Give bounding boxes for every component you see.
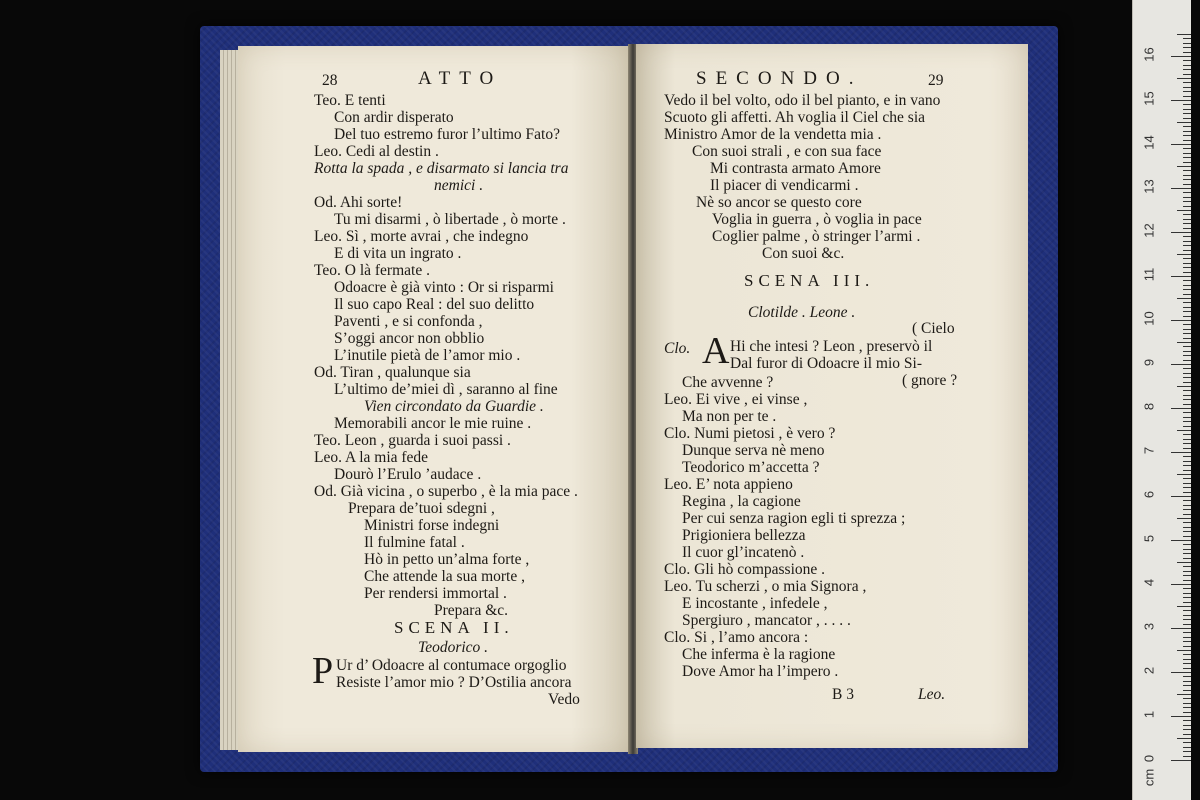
ruler-tick bbox=[1183, 113, 1191, 114]
ruler-tick bbox=[1183, 351, 1191, 352]
ruler-tick bbox=[1171, 56, 1191, 57]
ruler-tick bbox=[1171, 496, 1191, 497]
text-line: Nè so ancor se questo core bbox=[696, 194, 862, 211]
text-line: Prepara de’tuoi sdegni , bbox=[348, 500, 495, 517]
left-page bbox=[238, 46, 630, 752]
ruler-tick bbox=[1177, 34, 1191, 35]
ruler-tick bbox=[1183, 566, 1191, 567]
ruler-tick bbox=[1183, 712, 1191, 713]
ruler-tick bbox=[1183, 742, 1191, 743]
ruler-tick bbox=[1183, 747, 1191, 748]
text-line: Dove Amor ha l’impero . bbox=[682, 663, 839, 680]
ruler-tick bbox=[1177, 342, 1191, 343]
ruler-number: 2 bbox=[1141, 666, 1157, 675]
ruler-tick bbox=[1183, 126, 1191, 127]
ruler-tick bbox=[1183, 368, 1191, 369]
ruler-tick bbox=[1183, 74, 1191, 75]
drop-capital: A bbox=[702, 330, 730, 372]
ruler-tick bbox=[1183, 140, 1191, 141]
ruler-tick bbox=[1183, 390, 1191, 391]
ruler-tick bbox=[1183, 104, 1191, 105]
ruler-tick bbox=[1183, 412, 1191, 413]
ruler-number: 7 bbox=[1141, 446, 1157, 455]
ruler-tick bbox=[1171, 716, 1191, 717]
text-line: Leo. Tu scherzi , o mia Signora , bbox=[664, 578, 867, 595]
ruler-number: 13 bbox=[1141, 179, 1157, 194]
text-line: L’inutile pietà de l’amor mio . bbox=[334, 347, 521, 364]
ruler-tick bbox=[1183, 236, 1191, 237]
text-line: Con suoi &c. bbox=[762, 245, 845, 262]
ruler-tick bbox=[1183, 307, 1191, 308]
text-line: Che attende la sua morte , bbox=[364, 568, 525, 585]
ruler-tick bbox=[1183, 399, 1191, 400]
text-line: ( Cielo bbox=[912, 320, 955, 337]
ruler-tick bbox=[1177, 122, 1191, 123]
text-line: Con ardir disperato bbox=[334, 109, 454, 126]
text-line: Per rendersi immortal . bbox=[364, 585, 507, 602]
ruler-number: 11 bbox=[1141, 267, 1157, 282]
text-line: Il suo capo Real : del suo delitto bbox=[334, 296, 535, 313]
ruler-tick bbox=[1171, 584, 1191, 585]
ruler-number: 4 bbox=[1141, 578, 1157, 587]
ruler-tick bbox=[1171, 540, 1191, 541]
ruler-tick bbox=[1183, 329, 1191, 330]
ruler-tick bbox=[1183, 258, 1191, 259]
ruler-tick bbox=[1183, 619, 1191, 620]
ruler-tick bbox=[1183, 338, 1191, 339]
text-line: Leo. Cedi al destin . bbox=[314, 143, 439, 160]
ruler-tick bbox=[1183, 382, 1191, 383]
ruler-tick bbox=[1183, 87, 1191, 88]
ruler-tick bbox=[1177, 650, 1191, 651]
ruler-tick bbox=[1183, 698, 1191, 699]
ruler-number: 5 bbox=[1141, 534, 1157, 543]
text-line: Del tuo estremo furor l’ultimo Fato? bbox=[334, 126, 560, 143]
ruler-tick bbox=[1183, 324, 1191, 325]
ruler-tick bbox=[1183, 60, 1191, 61]
text-line: Prigioniera bellezza bbox=[682, 527, 806, 544]
ruler-tick bbox=[1177, 386, 1191, 387]
drop-capital: P bbox=[312, 650, 334, 692]
text-line: Teo. Leon , guarda i suoi passi . bbox=[314, 432, 511, 449]
ruler-tick bbox=[1183, 505, 1191, 506]
ruler-tick bbox=[1183, 267, 1191, 268]
text-line: Ur d’ Odoacre al contumace orgoglio bbox=[336, 657, 567, 674]
text-line: Dunque serva nè meno bbox=[682, 442, 825, 459]
ruler-number: 0 bbox=[1141, 754, 1157, 763]
ruler-tick bbox=[1183, 223, 1191, 224]
ruler-tick bbox=[1171, 276, 1191, 277]
ruler-tick bbox=[1183, 417, 1191, 418]
text-line: Resiste l’amor mio ? D’Ostilia ancora bbox=[336, 674, 572, 691]
text-line: Leo. Ei vive , ei vinse , bbox=[664, 391, 808, 408]
ruler-tick bbox=[1183, 681, 1191, 682]
ruler-tick bbox=[1183, 527, 1191, 528]
ruler-tick bbox=[1183, 456, 1191, 457]
ruler-tick bbox=[1171, 452, 1191, 453]
ruler-tick bbox=[1183, 135, 1191, 136]
text-line: Od. Tiran , qualunque sia bbox=[314, 364, 471, 381]
catchword: Leo. bbox=[918, 686, 946, 703]
ruler-tick bbox=[1183, 580, 1191, 581]
ruler-tick bbox=[1183, 228, 1191, 229]
ruler-tick bbox=[1183, 170, 1191, 171]
ruler-tick bbox=[1171, 232, 1191, 233]
text-line: Teo. O là fermate . bbox=[314, 262, 430, 279]
ruler-tick bbox=[1171, 100, 1191, 101]
ruler-tick bbox=[1183, 465, 1191, 466]
ruler-tick bbox=[1183, 241, 1191, 242]
ruler-tick bbox=[1183, 65, 1191, 66]
ruler-tick bbox=[1183, 148, 1191, 149]
ruler-number: 10 bbox=[1141, 311, 1157, 326]
text-line: Clo. Gli hò compassione . bbox=[664, 561, 826, 578]
text-line: Vedo il bel volto, odo il bel pianto, e in vano bbox=[664, 92, 941, 109]
ruler-tick bbox=[1183, 593, 1191, 594]
ruler-tick bbox=[1171, 188, 1191, 189]
ruler-tick bbox=[1177, 166, 1191, 167]
ruler-tick bbox=[1183, 434, 1191, 435]
ruler-tick bbox=[1183, 91, 1191, 92]
ruler-tick bbox=[1183, 707, 1191, 708]
text-line: E incostante , infedele , bbox=[682, 595, 828, 612]
ruler-number: 8 bbox=[1141, 402, 1157, 411]
text-line: Hò in petto un’alma forte , bbox=[364, 551, 530, 568]
ruler-tick bbox=[1183, 333, 1191, 334]
ruler-tick bbox=[1183, 311, 1191, 312]
ruler-tick bbox=[1171, 364, 1191, 365]
ruler-tick bbox=[1183, 751, 1191, 752]
ruler-tick bbox=[1171, 408, 1191, 409]
ruler-tick bbox=[1183, 615, 1191, 616]
ruler-tick bbox=[1171, 672, 1191, 673]
ruler-tick bbox=[1183, 632, 1191, 633]
ruler-tick bbox=[1183, 637, 1191, 638]
ruler-number: 12 bbox=[1141, 223, 1157, 238]
ruler-tick bbox=[1183, 610, 1191, 611]
text-line: Od. Ahi sorte! bbox=[314, 194, 403, 211]
ruler-tick bbox=[1177, 474, 1191, 475]
ruler-tick bbox=[1183, 373, 1191, 374]
ruler-tick bbox=[1177, 78, 1191, 79]
ruler-number: 9 bbox=[1141, 358, 1157, 367]
character-heading: Teodorico . bbox=[418, 639, 489, 656]
ruler-tick bbox=[1183, 38, 1191, 39]
text-line: Regina , la cagione bbox=[682, 493, 801, 510]
text-line: Teodorico m’accetta ? bbox=[682, 459, 820, 476]
ruler-tick bbox=[1183, 659, 1191, 660]
ruler-tick bbox=[1183, 69, 1191, 70]
ruler-unit-label: cm bbox=[1141, 768, 1157, 787]
text-line: ( gnore ? bbox=[902, 372, 958, 389]
ruler-tick bbox=[1183, 43, 1191, 44]
measuring-ruler bbox=[1132, 0, 1191, 800]
ruler-tick bbox=[1183, 192, 1191, 193]
ruler-tick bbox=[1171, 320, 1191, 321]
ruler-tick bbox=[1183, 316, 1191, 317]
ruler-tick bbox=[1183, 82, 1191, 83]
ruler-tick bbox=[1183, 214, 1191, 215]
ruler-tick bbox=[1171, 628, 1191, 629]
ruler-tick bbox=[1183, 509, 1191, 510]
ruler-tick bbox=[1183, 522, 1191, 523]
text-line: Hi che intesi ? Leon , preservò il bbox=[730, 338, 933, 355]
ruler-tick bbox=[1171, 760, 1191, 761]
ruler-number: 6 bbox=[1141, 490, 1157, 499]
text-line: Odoacre è già vinto : Or si risparmi bbox=[334, 279, 554, 296]
ruler-tick bbox=[1183, 289, 1191, 290]
ruler-tick bbox=[1183, 500, 1191, 501]
character-heading: Clotilde . Leone . bbox=[748, 304, 856, 321]
ruler-tick bbox=[1183, 756, 1191, 757]
ruler-number: 1 bbox=[1141, 710, 1157, 719]
ruler-tick bbox=[1177, 606, 1191, 607]
ruler-tick bbox=[1177, 562, 1191, 563]
ruler-tick bbox=[1177, 738, 1191, 739]
stage-direction: Rotta la spada , e disarmato si lancia tra bbox=[314, 160, 569, 177]
text-line: Scuoto gli affetti. Ah voglia il Ciel che sia bbox=[664, 109, 926, 126]
ruler-number: 14 bbox=[1141, 135, 1157, 150]
text-line: Clo. Numi pietosi , è vero ? bbox=[664, 425, 836, 442]
ruler-tick bbox=[1183, 109, 1191, 110]
ruler-tick bbox=[1171, 144, 1191, 145]
text-line: Che inferma è la ragione bbox=[682, 646, 836, 663]
ruler-tick bbox=[1183, 558, 1191, 559]
ruler-tick bbox=[1183, 703, 1191, 704]
ruler-tick bbox=[1183, 478, 1191, 479]
ruler-tick bbox=[1183, 734, 1191, 735]
ruler-tick bbox=[1183, 197, 1191, 198]
text-line: Leo. E’ nota appieno bbox=[664, 476, 793, 493]
ruler-tick bbox=[1183, 294, 1191, 295]
ruler-tick bbox=[1183, 549, 1191, 550]
ruler-tick bbox=[1183, 720, 1191, 721]
ruler-tick bbox=[1183, 219, 1191, 220]
text-line: Prepara &c. bbox=[434, 602, 509, 619]
ruler-tick bbox=[1183, 201, 1191, 202]
ruler-tick bbox=[1183, 483, 1191, 484]
text-line: Leo. A la mia fede bbox=[314, 449, 429, 466]
text-line: Spergiuro , mancator , . . . . bbox=[682, 612, 851, 629]
ruler-tick bbox=[1183, 355, 1191, 356]
text-line: Ministro Amor de la vendetta mia . bbox=[664, 126, 882, 143]
ruler-tick bbox=[1183, 461, 1191, 462]
ruler-tick bbox=[1183, 52, 1191, 53]
ruler-tick bbox=[1183, 346, 1191, 347]
ruler-tick bbox=[1183, 302, 1191, 303]
ruler-tick bbox=[1183, 487, 1191, 488]
text-line: Voglia in guerra , ò voglia in pace bbox=[712, 211, 922, 228]
ruler-tick bbox=[1183, 641, 1191, 642]
ruler-tick bbox=[1183, 96, 1191, 97]
ruler-tick bbox=[1183, 206, 1191, 207]
text-line: Ministri forse indegni bbox=[364, 517, 500, 534]
ruler-tick bbox=[1183, 395, 1191, 396]
text-line: Od. Già vicina , o superbo , è la mia pace . bbox=[314, 483, 578, 500]
ruler-tick bbox=[1183, 690, 1191, 691]
ruler-tick bbox=[1183, 272, 1191, 273]
ruler-tick bbox=[1177, 430, 1191, 431]
text-line: Per cui senza ragion egli ti sprezza ; bbox=[682, 510, 906, 527]
signature-mark: B 3 bbox=[832, 686, 854, 703]
ruler-tick bbox=[1183, 179, 1191, 180]
ruler-tick bbox=[1183, 439, 1191, 440]
text-line: E di vita un ingrato . bbox=[334, 245, 462, 262]
scene-heading: SCENA III. bbox=[744, 271, 875, 290]
text-line: Che avvenne ? bbox=[682, 374, 774, 391]
stage-direction: nemici . bbox=[434, 177, 484, 194]
running-header: ATTO bbox=[418, 68, 503, 89]
ruler-tick bbox=[1183, 118, 1191, 119]
running-header: SECONDO. bbox=[696, 68, 863, 89]
ruler-tick bbox=[1183, 377, 1191, 378]
text-line: Il cuor gl’incatenò . bbox=[682, 544, 805, 561]
ruler-tick bbox=[1183, 553, 1191, 554]
speaker-label: Clo. bbox=[664, 340, 691, 357]
text-line: Paventi , e si confonda , bbox=[334, 313, 483, 330]
text-line: Dal furor di Odoacre il mio Si- bbox=[730, 355, 922, 372]
ruler-tick bbox=[1183, 285, 1191, 286]
ruler-tick bbox=[1183, 531, 1191, 532]
ruler-tick bbox=[1183, 263, 1191, 264]
ruler-tick bbox=[1183, 280, 1191, 281]
ruler-tick bbox=[1183, 588, 1191, 589]
text-line: L’ultimo de’miei dì , saranno al fine bbox=[334, 381, 558, 398]
ruler-tick bbox=[1183, 624, 1191, 625]
ruler-tick bbox=[1183, 175, 1191, 176]
ruler-tick bbox=[1177, 298, 1191, 299]
ruler-tick bbox=[1183, 654, 1191, 655]
text-line: Clo. Si , l’amo ancora : bbox=[664, 629, 809, 646]
page-number: 29 bbox=[928, 72, 944, 89]
ruler-tick bbox=[1183, 536, 1191, 537]
ruler-tick bbox=[1183, 360, 1191, 361]
ruler-tick bbox=[1177, 518, 1191, 519]
text-line: S’oggi ancor non obblio bbox=[334, 330, 485, 347]
text-line: Il piacer di vendicarmi . bbox=[710, 177, 859, 194]
ruler-tick bbox=[1177, 210, 1191, 211]
ruler-number: 15 bbox=[1141, 91, 1157, 106]
text-line: Coglier palme , ò stringer l’armi . bbox=[712, 228, 921, 245]
ruler-tick bbox=[1183, 250, 1191, 251]
text-line: Tu mi disarmi , ò libertade , ò morte . bbox=[334, 211, 566, 228]
ruler-tick bbox=[1183, 448, 1191, 449]
ruler-tick bbox=[1183, 184, 1191, 185]
ruler-tick bbox=[1183, 571, 1191, 572]
ruler-tick bbox=[1183, 668, 1191, 669]
text-line: Teo. E tenti bbox=[314, 92, 386, 109]
ruler-tick bbox=[1177, 694, 1191, 695]
page-number: 28 bbox=[322, 72, 338, 89]
ruler-tick bbox=[1183, 676, 1191, 677]
ruler-tick bbox=[1183, 470, 1191, 471]
ruler-tick bbox=[1183, 729, 1191, 730]
text-line: Dourò l’Erulo ’audace . bbox=[334, 466, 482, 483]
ruler-tick bbox=[1183, 663, 1191, 664]
ruler-tick bbox=[1183, 544, 1191, 545]
ruler-tick bbox=[1183, 131, 1191, 132]
ruler-tick bbox=[1183, 153, 1191, 154]
ruler-tick bbox=[1183, 443, 1191, 444]
ruler-tick bbox=[1183, 245, 1191, 246]
ruler-tick bbox=[1183, 685, 1191, 686]
ruler-tick bbox=[1177, 254, 1191, 255]
catchword: Vedo bbox=[548, 691, 580, 708]
text-line: Con suoi strali , e con sua face bbox=[692, 143, 882, 160]
text-line: Mi contrasta armato Amore bbox=[710, 160, 881, 177]
ruler-tick bbox=[1183, 514, 1191, 515]
ruler-tick bbox=[1183, 725, 1191, 726]
ruler-tick bbox=[1183, 47, 1191, 48]
text-line: Leo. Sì , morte avrai , che indegno bbox=[314, 228, 529, 245]
ruler-tick bbox=[1183, 602, 1191, 603]
ruler-tick bbox=[1183, 575, 1191, 576]
ruler-tick bbox=[1183, 404, 1191, 405]
right-page bbox=[636, 44, 1028, 748]
ruler-tick bbox=[1183, 597, 1191, 598]
text-line: Memorabili ancor le mie ruine . bbox=[334, 415, 532, 432]
scene-heading: SCENA II. bbox=[394, 618, 514, 637]
ruler-tick bbox=[1183, 421, 1191, 422]
ruler-number: 16 bbox=[1141, 47, 1157, 62]
ruler-tick bbox=[1183, 646, 1191, 647]
ruler-tick bbox=[1183, 426, 1191, 427]
text-line: Ma non per te . bbox=[682, 408, 777, 425]
text-line: Il fulmine fatal . bbox=[364, 534, 465, 551]
ruler-tick bbox=[1183, 162, 1191, 163]
ruler-tick bbox=[1183, 157, 1191, 158]
ruler-number: 3 bbox=[1141, 622, 1157, 631]
stage-direction: Vien circondato da Guardie . bbox=[364, 398, 544, 415]
ruler-tick bbox=[1183, 492, 1191, 493]
